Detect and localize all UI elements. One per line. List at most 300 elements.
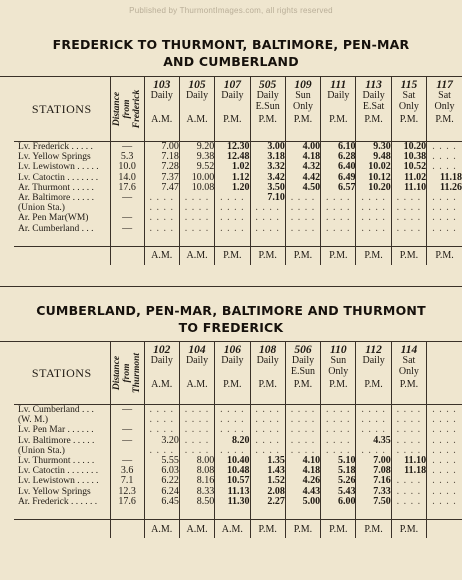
t1-train-num: 505	[259, 79, 277, 91]
t2-time-cell: 7.00	[356, 456, 391, 466]
t2-empty-cell: . . . .	[144, 405, 179, 416]
t2-empty-cell: . . . .	[215, 446, 250, 456]
t1-train-ampm: P.M.	[223, 113, 242, 125]
t1-train-num: 117	[436, 79, 453, 91]
t2-empty-cell: . . . .	[427, 497, 462, 507]
t2-spacer-cell	[356, 507, 391, 520]
t2-row	[14, 487, 462, 497]
t1-distance-line: Frederick	[132, 89, 143, 129]
t1-empty-cell: . . . .	[215, 213, 250, 223]
t2-train-num: 108	[259, 344, 277, 356]
t1-distance-value: 5.3	[110, 152, 144, 162]
t1-spacer-cell	[14, 234, 110, 247]
t1-train-ampm: A.M.	[186, 113, 208, 125]
t2-spacer-cell	[110, 507, 144, 520]
t2-train-l2: E.Sun	[290, 365, 316, 377]
t1-spacer-cell	[285, 234, 320, 247]
t1-time-cell: 11.02	[391, 173, 426, 183]
t2-time-cell: 8.50	[179, 497, 214, 507]
t1-train-header	[215, 77, 250, 142]
t1-empty-cell: . . . .	[356, 213, 391, 223]
t1-row	[14, 142, 462, 153]
t1-footer-blank	[110, 246, 144, 265]
t1-empty-cell: . . . .	[144, 203, 179, 213]
t2-time-cell: 10.48	[215, 466, 250, 476]
t1-time-cell: 9.48	[356, 152, 391, 162]
t2-train-num: 506	[294, 344, 312, 356]
t2-distance-value	[110, 415, 144, 425]
t2-distance-value: 17.6	[110, 497, 144, 507]
t1-row	[14, 183, 462, 193]
t2-empty-cell: . . . .	[391, 425, 426, 435]
t1-station-name: Lv. Catoctin . . . . . . .	[18, 172, 99, 183]
t1-empty-cell: . . . .	[250, 224, 285, 234]
t2-empty-cell: . . . .	[391, 446, 426, 456]
t2-station-name: Lv. Pen Mar . . . . . .	[18, 425, 94, 436]
t2-train-ampm: P.M.	[329, 379, 348, 390]
t2-empty-cell: . . . .	[427, 446, 462, 456]
t2-time-cell: 6.45	[144, 497, 179, 507]
t1-row	[14, 213, 462, 223]
t2-empty-cell: . . . .	[250, 415, 285, 425]
t2-empty-cell: . . . .	[321, 436, 356, 446]
t1-time-cell: 11.26	[427, 183, 462, 193]
t1-station-name: Lv. Lewistown . . . . .	[18, 162, 99, 173]
t2-empty-cell: . . . .	[391, 436, 426, 446]
t2-row	[14, 446, 462, 456]
t2-empty-cell: . . . .	[356, 405, 391, 416]
t2-empty-cell: . . . .	[215, 415, 250, 425]
t1-row	[14, 224, 462, 234]
t1-distance-value: 10.0	[110, 162, 144, 172]
t2-empty-cell: . . . .	[285, 415, 320, 425]
t1-distance-value: —	[110, 224, 144, 234]
t2-row	[14, 425, 462, 435]
t2-empty-cell: . . . .	[321, 415, 356, 425]
t2-train-l1: Daily	[150, 355, 173, 366]
t1-train-ampm: P.M.	[293, 114, 313, 125]
t2-empty-cell: . . . .	[391, 405, 426, 416]
t1-train-header	[391, 77, 426, 142]
t2-time-cell: 4.10	[285, 456, 320, 466]
t2-footer-ampm: P.M.	[356, 520, 391, 539]
t2-train-num: 104	[188, 344, 206, 356]
t1-train-num: 103	[153, 79, 171, 91]
t2-train-header	[321, 342, 356, 405]
t1-time-cell: 12.48	[215, 152, 250, 162]
t1-time-cell: 10.52	[391, 162, 426, 172]
t2-train-ampm: P.M.	[399, 379, 419, 390]
t1-station-name: Ar. Baltimore . . . . .	[18, 193, 94, 204]
t2-row	[14, 415, 462, 425]
t1-spacer-cell	[391, 234, 426, 247]
t1-distance-header	[110, 77, 144, 142]
t1-train-num: 113	[365, 79, 382, 91]
t2-empty-cell: . . . .	[179, 425, 214, 435]
t2-time-cell: 7.08	[356, 466, 391, 476]
t1-time-cell: 4.42	[285, 173, 320, 183]
t1-empty-cell: . . . .	[285, 203, 320, 213]
t1-spacer-cell	[250, 234, 285, 247]
t2-row	[14, 466, 462, 476]
t1-empty-cell: . . . .	[427, 162, 462, 172]
t1-train-header	[321, 77, 356, 142]
t1-train-l2: Only	[292, 100, 313, 112]
t2-empty-cell: . . . .	[427, 487, 462, 497]
t2-footer-ampm: P.M.	[250, 520, 285, 539]
t1-train-ampm: P.M.	[258, 114, 277, 125]
t2-station-name: (W. M.)	[18, 415, 48, 426]
t1-time-cell: 9.52	[179, 162, 214, 172]
t1-train-l1: Daily	[150, 90, 173, 101]
t2-empty-cell: . . . .	[179, 415, 214, 425]
t1-spacer-cell	[321, 234, 356, 247]
t2-time-cell: 4.18	[285, 466, 320, 476]
t2-time-cell: 3.20	[144, 436, 179, 446]
t2-empty-cell: . . . .	[427, 466, 462, 476]
t1-distance-value: 17.6	[110, 183, 144, 193]
t1-station-name: Lv. Yellow Springs	[18, 152, 91, 163]
t2-train-num: 114	[400, 344, 418, 356]
t2-time-cell: 5.10	[321, 456, 356, 466]
t2-station-name: (Union Sta.)	[18, 445, 65, 456]
t2-empty-cell: . . . .	[391, 487, 426, 497]
t2-empty-cell: . . . .	[250, 436, 285, 446]
t2-time-cell: 8.16	[179, 476, 214, 486]
t1-row	[14, 203, 462, 213]
t1-empty-cell: . . . .	[427, 203, 462, 213]
t2-distance-line: Thurmont	[132, 352, 143, 394]
t2-distance-value: 12.3	[110, 487, 144, 497]
t1-empty-cell: . . . .	[391, 213, 426, 223]
t2-empty-cell: . . . .	[427, 415, 462, 425]
t2-empty-cell: . . . .	[427, 405, 462, 416]
t1-train-l1: Daily	[362, 90, 385, 101]
t2-train-num: 112	[365, 344, 382, 356]
timetable-1-bottom-rule	[0, 286, 462, 287]
t2-time-cell: 4.26	[285, 476, 320, 486]
t2-train-l2: Only	[328, 365, 349, 377]
t2-distance-value: 7.1	[110, 476, 144, 486]
t2-train-l1: Daily	[185, 355, 209, 366]
t1-time-cell: 4.00	[285, 142, 320, 153]
t1-empty-cell: . . . .	[427, 142, 462, 153]
t2-distance-value: —	[110, 425, 144, 435]
t1-footer-ampm: P.M.	[285, 246, 320, 265]
t1-time-cell: 6.10	[321, 142, 356, 153]
t2-empty-cell: . . . .	[179, 405, 214, 416]
t2-time-cell: 5.43	[321, 487, 356, 497]
t1-footer-ampm: A.M.	[144, 246, 179, 265]
t2-distance-value	[110, 446, 144, 456]
t2-time-cell: 8.33	[179, 487, 214, 497]
t1-empty-cell: . . . .	[391, 203, 426, 213]
t2-time-cell: 4.35	[356, 436, 391, 446]
t1-time-cell: 10.20	[356, 183, 391, 193]
t2-distance-value: —	[110, 436, 144, 446]
t2-distance-header	[110, 342, 144, 405]
t2-train-header	[179, 342, 214, 405]
t2-footer-ampm: P.M.	[391, 520, 426, 539]
t2-time-cell: 8.08	[179, 466, 214, 476]
t1-footer-ampm: P.M.	[321, 246, 356, 265]
t2-empty-cell: . . . .	[321, 425, 356, 435]
t1-train-ampm: A.M.	[151, 113, 173, 125]
t2-empty-cell: . . . .	[285, 405, 320, 416]
t1-time-cell: 10.12	[356, 173, 391, 183]
t2-train-ampm: P.M.	[293, 379, 313, 390]
t1-header-row	[14, 77, 462, 142]
t2-spacer-cell	[285, 507, 320, 520]
t2-time-cell: 6.22	[144, 476, 179, 486]
t2-station-name: Lv. Yellow Springs	[18, 486, 91, 497]
t1-footer-ampm: A.M.	[179, 246, 214, 265]
t2-footer-ampm: P.M.	[321, 520, 356, 539]
t1-empty-cell: . . . .	[144, 224, 179, 234]
t1-row	[14, 173, 462, 183]
t1-train-l2: E.Sat	[362, 100, 385, 112]
t2-footer-ampm	[427, 520, 462, 539]
t1-empty-cell: . . . .	[179, 224, 214, 234]
watermark: Published by ThurmontImages.com, all rights reserved	[129, 6, 333, 15]
t2-spacer-cell	[215, 507, 250, 520]
t1-empty-cell: . . . .	[179, 213, 214, 223]
t2-spacer	[14, 507, 462, 520]
t2-train-header	[250, 342, 285, 405]
t2-station-name: Lv. Lewistown . . . . .	[18, 476, 99, 487]
timetable-1-title-line1: FREDERICK TO THURMONT, BALTIMORE, PEN-MAR	[52, 37, 410, 52]
t1-time-cell: 6.40	[321, 162, 356, 172]
t2-empty-cell: . . . .	[144, 425, 179, 435]
t1-footer-row	[14, 246, 462, 265]
t2-train-header	[427, 342, 462, 405]
t2-empty-cell: . . . .	[427, 425, 462, 435]
t1-empty-cell: . . . .	[321, 224, 356, 234]
timetable-2-title	[0, 302, 462, 336]
t2-time-cell: 5.00	[285, 497, 320, 507]
t2-train-ampm: P.M.	[364, 378, 383, 390]
t1-time-cell: 3.42	[250, 173, 285, 183]
t2-empty-cell: . . . .	[250, 425, 285, 435]
t2-time-cell: 7.16	[356, 476, 391, 486]
t2-distance-value: —	[110, 456, 144, 466]
t1-train-l2: E.Sun	[255, 100, 280, 112]
t1-time-cell: 7.18	[144, 152, 179, 162]
t2-empty-cell: . . . .	[285, 446, 320, 456]
t1-empty-cell: . . . .	[250, 213, 285, 223]
t2-train-num: 110	[329, 344, 347, 356]
t1-time-cell: 10.00	[179, 173, 214, 183]
t1-time-cell: 1.20	[215, 183, 250, 193]
t1-empty-cell: . . . .	[215, 203, 250, 213]
t1-time-cell: 11.18	[427, 173, 462, 183]
t2-empty-cell: . . . .	[179, 436, 214, 446]
t2-spacer-cell	[391, 507, 426, 520]
t1-train-l1: Daily	[327, 90, 350, 101]
t2-row	[14, 497, 462, 507]
t2-train-l1: Sun	[330, 355, 347, 366]
t2-time-cell: 4.43	[285, 487, 320, 497]
t1-spacer-cell	[179, 234, 214, 247]
t1-empty-cell: . . . .	[321, 203, 356, 213]
t1-train-header	[250, 77, 285, 142]
t1-time-cell: 6.57	[321, 183, 356, 193]
t1-train-l1: Daily	[221, 90, 244, 101]
t1-empty-cell: . . . .	[144, 193, 179, 203]
t1-train-header	[356, 77, 391, 142]
t1-distance-label	[112, 90, 142, 129]
t1-empty-cell: . . . .	[427, 193, 462, 203]
t1-train-num: 111	[330, 79, 347, 91]
t1-train-l1: Daily	[256, 90, 279, 101]
t1-spacer-cell	[427, 234, 462, 247]
t1-train-l1: Daily	[185, 90, 209, 101]
t1-time-cell: 3.00	[250, 142, 285, 153]
t2-empty-cell: . . . .	[427, 476, 462, 486]
t1-station-name: Ar. Thurmont . . . . .	[18, 182, 94, 193]
t2-time-cell: 8.20	[215, 436, 250, 446]
t2-train-l2: Only	[398, 365, 419, 377]
t2-train-ampm: A.M.	[186, 378, 208, 390]
t1-time-cell: 7.00	[144, 142, 179, 153]
t2-train-num: 106	[223, 344, 241, 356]
t2-station-name: Lv. Catoctin . . . . . . .	[18, 466, 99, 477]
t2-spacer-cell	[321, 507, 356, 520]
t1-time-cell: 9.38	[179, 152, 214, 162]
t1-time-cell: 4.50	[285, 183, 320, 193]
t2-empty-cell: . . . .	[356, 425, 391, 435]
t2-train-num: 102	[153, 344, 171, 356]
t2-empty-cell: . . . .	[391, 476, 426, 486]
t1-empty-cell: . . . .	[391, 193, 426, 203]
t1-footer-ampm: P.M.	[250, 246, 285, 265]
t2-empty-cell: . . . .	[144, 415, 179, 425]
t2-station-name: Lv. Thurmont . . . . .	[18, 456, 95, 467]
t1-time-cell: 10.02	[356, 162, 391, 172]
t1-footer-ampm: P.M.	[391, 246, 426, 265]
t2-footer-row	[14, 520, 462, 539]
t2-footer-ampm: P.M.	[285, 520, 320, 539]
t2-time-cell: 1.43	[250, 466, 285, 476]
t1-train-l1: Sat	[438, 90, 451, 101]
t1-empty-cell: . . . .	[427, 152, 462, 162]
t2-stations-header: STATIONS	[14, 342, 110, 405]
t1-time-cell: 7.28	[144, 162, 179, 172]
t1-time-cell: 3.18	[250, 152, 285, 162]
t2-empty-cell: . . . .	[427, 456, 462, 466]
t2-row	[14, 476, 462, 486]
t2-train-l1: Daily	[221, 355, 244, 366]
t1-stations-header: STATIONS	[14, 77, 110, 142]
t1-empty-cell: . . . .	[356, 193, 391, 203]
t2-time-cell: 10.40	[215, 456, 250, 466]
t1-empty-cell: . . . .	[321, 193, 356, 203]
t1-time-cell: 3.50	[250, 183, 285, 193]
t2-empty-cell: . . . .	[250, 446, 285, 456]
t1-footer-ampm: P.M.	[215, 246, 250, 265]
t1-station-name: Ar. Pen Mar(WM)	[18, 213, 89, 224]
t1-train-num: 107	[223, 79, 241, 91]
t2-distance-line: from	[122, 363, 133, 383]
t1-empty-cell: . . . .	[285, 224, 320, 234]
t1-train-header	[427, 77, 462, 142]
t1-train-l2: Only	[434, 100, 455, 112]
t1-spacer-cell	[356, 234, 391, 247]
t1-distance-value: —	[110, 142, 144, 153]
t1-train-header	[285, 77, 320, 142]
t2-time-cell: 1.52	[250, 476, 285, 486]
t2-time-cell: 5.18	[321, 466, 356, 476]
t2-station-name: Lv. Cumberland . . .	[18, 405, 94, 415]
t1-empty-cell: . . . .	[427, 224, 462, 234]
t1-time-cell: 7.37	[144, 173, 179, 183]
t2-empty-cell: . . . .	[356, 415, 391, 425]
t1-empty-cell: . . . .	[356, 224, 391, 234]
t1-time-cell: 6.28	[321, 152, 356, 162]
t1-empty-cell: . . . .	[391, 224, 426, 234]
t1-time-cell: 11.10	[391, 183, 426, 193]
t1-time-cell: 4.18	[285, 152, 320, 162]
t1-empty-cell: . . . .	[144, 213, 179, 223]
t1-train-ampm: P.M.	[329, 113, 348, 125]
t1-empty-cell: . . . .	[179, 203, 214, 213]
t2-empty-cell: . . . .	[391, 415, 426, 425]
t1-row	[14, 162, 462, 172]
t1-train-ampm: P.M.	[399, 114, 419, 125]
t1-distance-value: 14.0	[110, 173, 144, 183]
t2-spacer-cell	[179, 507, 214, 520]
t1-time-cell: 10.38	[391, 152, 426, 162]
t2-spacer-cell	[144, 507, 179, 520]
t1-empty-cell: . . . .	[179, 193, 214, 203]
t1-train-ampm: P.M.	[435, 114, 454, 125]
timetable-2	[14, 342, 462, 538]
timetable-1	[14, 77, 462, 265]
t2-empty-cell: . . . .	[215, 425, 250, 435]
t2-row	[14, 405, 462, 416]
t2-station-name: Ar. Frederick . . . . . .	[18, 496, 98, 507]
t1-time-cell: 1.12	[215, 173, 250, 183]
t1-time-cell: 7.47	[144, 183, 179, 193]
t2-train-header	[356, 342, 391, 405]
t2-empty-cell: . . . .	[391, 497, 426, 507]
t2-time-cell: 6.03	[144, 466, 179, 476]
t1-distance-value: —	[110, 213, 144, 223]
t1-spacer	[14, 234, 462, 247]
t1-time-cell: 10.20	[391, 142, 426, 153]
t2-train-l1: Daily	[291, 355, 315, 366]
t2-spacer-cell	[250, 507, 285, 520]
t2-distance-label	[112, 353, 142, 393]
t2-empty-cell: . . . .	[356, 446, 391, 456]
t1-empty-cell: . . . .	[285, 193, 320, 203]
timetable-2-title-line1: CUMBERLAND, PEN-MAR, BALTIMORE AND THURMONT	[36, 303, 426, 318]
t2-train-header	[215, 342, 250, 405]
t2-train-l1: Daily	[362, 355, 385, 366]
t2-time-cell: 10.57	[215, 476, 250, 486]
t1-empty-cell: . . . .	[250, 203, 285, 213]
t2-footer-ampm: A.M.	[144, 520, 179, 539]
t2-train-ampm: P.M.	[258, 378, 277, 390]
t1-footer-ampm: P.M.	[356, 246, 391, 265]
t1-train-ampm: P.M.	[364, 114, 383, 125]
t1-row	[14, 152, 462, 162]
t1-empty-cell: . . . .	[427, 213, 462, 223]
t2-train-l1: Daily	[256, 355, 279, 366]
t1-time-cell: 1.02	[215, 162, 250, 172]
t2-empty-cell: . . . .	[427, 436, 462, 446]
t1-distance-value: —	[110, 193, 144, 203]
